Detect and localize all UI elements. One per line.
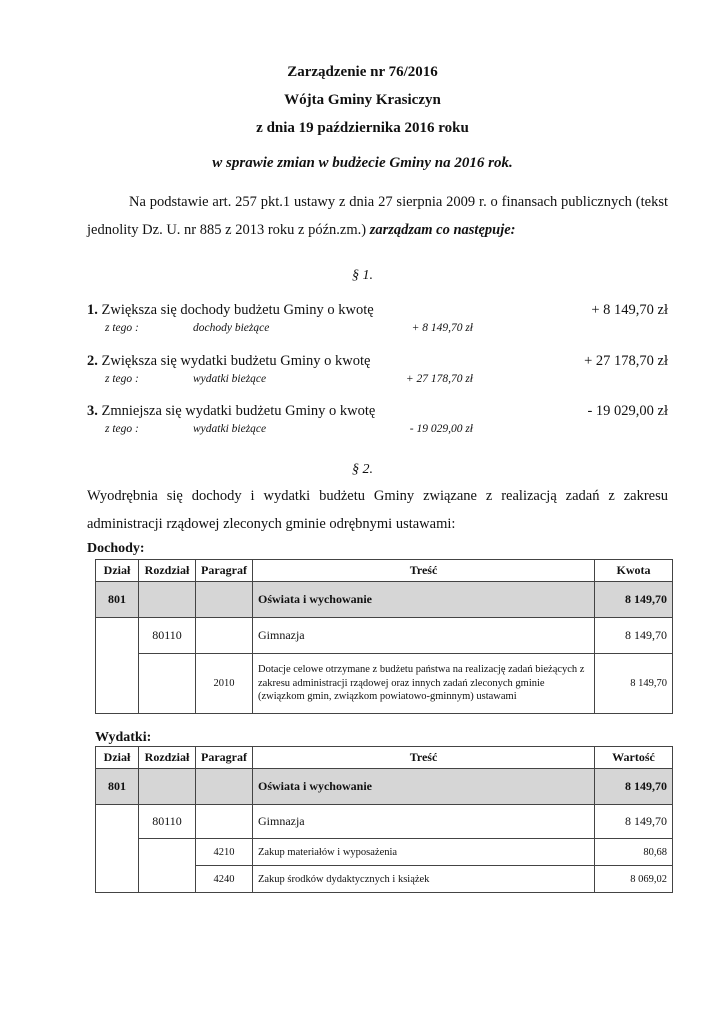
title-line-3: z dnia 19 października 2016 roku — [256, 120, 469, 136]
title-line-2: Wójta Gminy Krasiczyn — [284, 92, 441, 108]
table-row-rozdzial — [96, 805, 673, 839]
title-line-1: Zarządzenie nr 76/2016 — [287, 64, 438, 80]
col-header-tresc: Treść — [252, 560, 594, 582]
item-text: Zwiększa się dochody budżetu Gminy o kwotę — [101, 302, 374, 318]
cell-wartosc: 8 069,02 — [595, 866, 673, 893]
item-text: Zmniejsza się wydatki budżetu Gminy o kwotę — [101, 403, 376, 419]
item-amount: + 8 149,70 zł — [591, 302, 668, 318]
cell-tresc: Gimnazja — [252, 618, 594, 654]
col-header-tresc: Treść — [252, 747, 594, 769]
item-sub-prefix: z tego : — [105, 423, 139, 435]
cell-tresc: Dotacje celowe otrzymane z budżetu państwa na realizację zadań bieżących z zakresu administracji rządowej oraz innych zadań zleconych gminie (związkom gmin, związkom powiatowo-gminnym) ustawami — [252, 654, 594, 714]
cell-tresc: Gimnazja — [252, 805, 594, 839]
col-header-dzial: Dział — [96, 560, 139, 582]
col-header-paragraf: Paragraf — [196, 560, 253, 582]
item-number: 2. — [87, 353, 98, 369]
cell-kwota: 8 149,70 — [595, 654, 673, 714]
col-header-paragraf: Paragraf — [196, 747, 253, 769]
cell-wartosc: 8 149,70 — [595, 805, 673, 839]
col-header-kwota: Kwota — [595, 560, 673, 582]
item-number: 3. — [87, 403, 98, 419]
item-sub-prefix: z tego : — [105, 322, 139, 334]
intro-text: Na podstawie art. 257 pkt.1 ustawy z dnia 27 sierpnia 2009 r. o finansach publicznych (tekst jednolity Dz. U. nr 885 z 2013 roku z późn.zm.) — [87, 194, 668, 238]
table-row-dzial — [96, 769, 673, 805]
cell-empty — [96, 805, 139, 893]
cell-kwota: 8 149,70 — [595, 582, 673, 618]
cell-kwota: 8 149,70 — [595, 618, 673, 654]
income-table — [95, 559, 673, 714]
cell-empty — [196, 582, 253, 618]
intro-paragraph — [87, 188, 668, 244]
table-row-paragraf — [96, 839, 673, 866]
col-header-rozdzial: Rozdział — [139, 560, 196, 582]
expenses-label: Wydatki: — [95, 730, 152, 745]
item-2 — [87, 353, 371, 370]
cell-wartosc: 80,68 — [595, 839, 673, 866]
cell-dzial: 801 — [96, 769, 139, 805]
cell-empty — [139, 582, 196, 618]
table-row-paragraf — [96, 654, 673, 714]
item-1 — [87, 302, 374, 319]
table-row-rozdzial — [96, 618, 673, 654]
item-sub-label: wydatki bieżące — [193, 373, 267, 385]
table-row-dzial — [96, 582, 673, 618]
cell-empty — [96, 618, 139, 714]
item-3 — [87, 403, 375, 420]
cell-empty — [196, 805, 253, 839]
cell-tresc: Zakup materiałów i wyposażenia — [252, 839, 594, 866]
item-sub-amount: + 8 149,70 zł — [411, 322, 473, 334]
subject-line: w sprawie zmian w budżecie Gminy na 2016 rok. — [212, 155, 513, 171]
cell-tresc: Oświata i wychowanie — [252, 769, 594, 805]
item-amount: + 27 178,70 zł — [584, 353, 668, 369]
cell-empty — [139, 839, 196, 893]
intro-emphasis: zarządzam co następuje: — [369, 222, 516, 238]
item-sub-label: wydatki bieżące — [193, 423, 267, 435]
expenses-table — [95, 746, 673, 893]
cell-empty — [196, 618, 253, 654]
cell-paragraf: 4210 — [196, 839, 253, 866]
cell-tresc: Zakup środków dydaktycznych i książek — [252, 866, 594, 893]
cell-paragraf: 4240 — [196, 866, 253, 893]
section-2-paragraph: Wyodrębnia się dochody i wydatki budżetu Gminy związane z realizacją zadań z zakresu administracji rządowej zleconych gminie odrębnymi ustawami: — [87, 488, 668, 532]
item-sub-amount: - 19 029,00 zł — [409, 423, 473, 435]
cell-tresc: Oświata i wychowanie — [252, 582, 594, 618]
item-amount: - 19 029,00 zł — [587, 403, 668, 419]
section-1-title: § 1. — [352, 268, 373, 283]
item-sub-prefix: z tego : — [105, 373, 139, 385]
cell-dzial: 801 — [96, 582, 139, 618]
income-label: Dochody: — [87, 541, 145, 556]
item-text: Zwiększa się wydatki budżetu Gminy o kwotę — [101, 353, 371, 369]
cell-paragraf: 2010 — [196, 654, 253, 714]
col-header-rozdzial: Rozdział — [139, 747, 196, 769]
item-number: 1. — [87, 302, 98, 318]
cell-wartosc: 8 149,70 — [595, 769, 673, 805]
cell-empty — [196, 769, 253, 805]
section-2-title: § 2. — [352, 462, 373, 477]
item-sub-amount: + 27 178,70 zł — [405, 373, 473, 385]
cell-rozdzial: 80110 — [139, 618, 196, 654]
col-header-wartosc: Wartość — [595, 747, 673, 769]
cell-rozdzial: 80110 — [139, 805, 196, 839]
cell-empty — [139, 654, 196, 714]
item-sub-label: dochody bieżące — [193, 322, 270, 334]
cell-empty — [139, 769, 196, 805]
col-header-dzial: Dział — [96, 747, 139, 769]
